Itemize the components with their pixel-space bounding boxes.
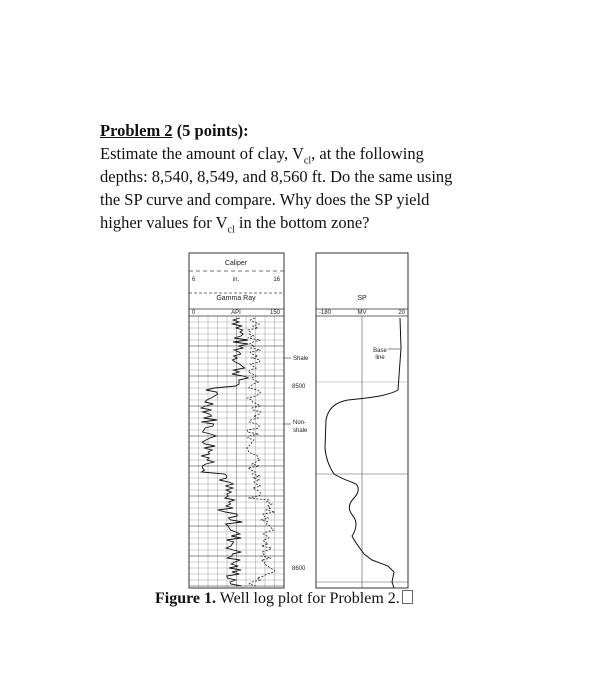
sp-unit: MV: [357, 310, 367, 316]
caption-text: Well log plot for Problem 2.: [216, 590, 400, 607]
baseline-label: Base: [373, 348, 387, 354]
caliper-min: 6: [192, 277, 196, 283]
figure-caption: [155, 590, 413, 608]
missing-glyph-icon: [402, 590, 413, 604]
sp-min: -180: [319, 310, 332, 316]
caption-label: Figure 1.: [155, 590, 217, 607]
shale-label: Shale: [293, 356, 309, 362]
problem-line: the SP curve and compare. Why does the SP yield: [100, 190, 430, 209]
nonshale-label: Non-: [293, 420, 307, 426]
sp-max: 20: [398, 310, 405, 316]
nonshale-label: shale: [293, 428, 308, 434]
gr-min: 0: [192, 310, 196, 316]
problem-title: Problem 2: [100, 121, 173, 140]
depth-8500: 8500: [292, 384, 306, 390]
caliper-curve: [247, 318, 275, 586]
caliper-max: 16: [273, 277, 280, 283]
problem-line: depths: 8,540, 8,549, and 8,560 ft. Do the same using: [100, 167, 453, 186]
caliper-unit: in.: [232, 277, 240, 283]
problem-points: (5 points):: [176, 121, 249, 140]
problem-statement: [100, 120, 504, 234]
track1-grid: [189, 316, 284, 588]
gr-label: Gamma Ray: [216, 295, 256, 302]
problem-heading: [100, 120, 504, 142]
problem-line: Estimate the amount of clay, $V_{cl}$, at the following: [100, 144, 424, 167]
problem-line: higher values for $V_{cl}$ in the bottom zone?: [100, 213, 370, 236]
gr-max: 150: [269, 310, 280, 316]
baseline-label: line: [375, 355, 385, 361]
sp-curve: [325, 318, 401, 588]
gr-unit: API: [231, 310, 241, 316]
problem-text: [100, 142, 504, 234]
well-log-figure: [188, 248, 418, 593]
caliper-label: Caliper: [224, 260, 248, 267]
depth-8600: 8600: [292, 566, 306, 572]
sp-label: SP: [357, 295, 367, 302]
